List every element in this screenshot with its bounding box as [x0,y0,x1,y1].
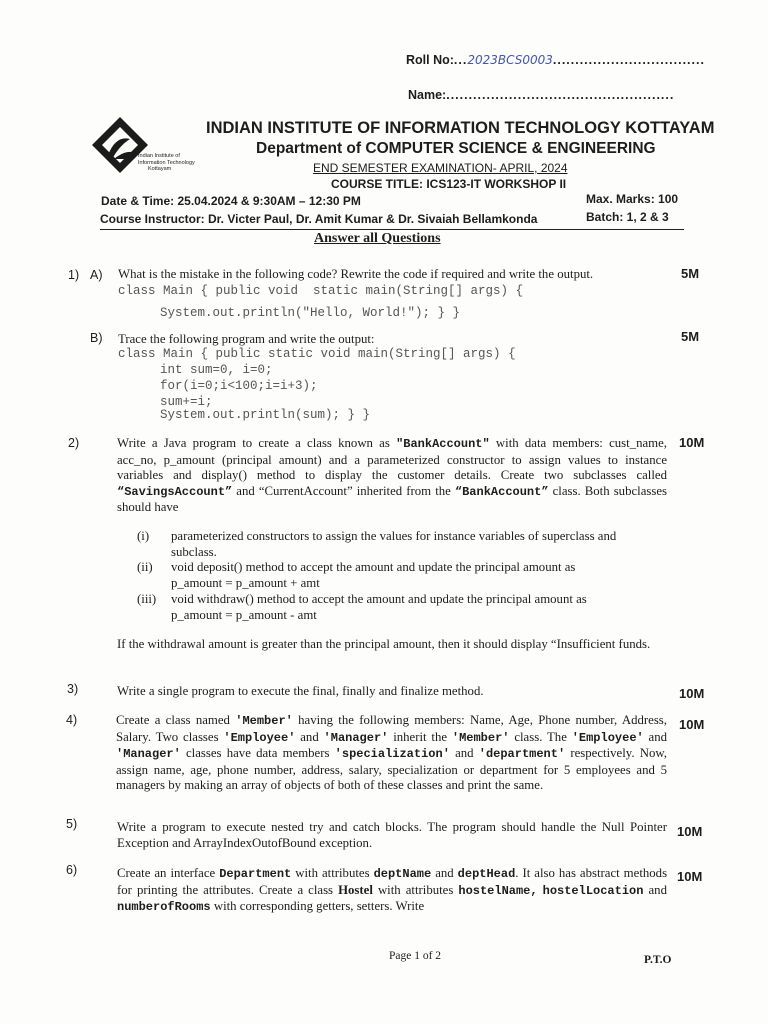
logo-text-line3: Kottayam [148,166,172,172]
name-label: Name: [408,88,447,102]
q5-text: Write a program to execute nested try and catch blocks. The program should handle the Null Pointer Exception and ArrayIndexOutofBound exception. [117,820,667,850]
q1b-text: Trace the following program and write the output: [118,332,375,346]
q3-marks: 10M [679,686,705,701]
q6-paragraph: Create an interface Department with attributes deptName and deptHead. It also has abstract methods for printing the attributes. Create a class Hostel with attributes hostelName, hostelLocation and numberofRooms with corresponding getters, setters. Write [117,866,668,914]
q6-marks: 10M [677,869,703,884]
q1b-code-line5: System.out.println(sum); } } [160,408,371,422]
q2-footer: If the withdrawal amount is greater than the principal amount, then it should display “Insufficient funds. [117,637,651,651]
q3-text: Write a single program to execute the final, finally and finalize method. [117,684,484,698]
logo-icon [90,115,200,185]
page-number: Page 1 of 2 [389,950,442,962]
q2-number: 2) [68,436,80,450]
q1a-code-line2: System.out.println("Hello, World!"); } } [160,306,461,320]
course-instructor: Course Instructor: Dr. Victer Paul, Dr. Amit Kumar & Dr. Sivaiah Bellamkonda [100,212,538,226]
logo-text-line2: Information Technology [138,159,195,166]
institute-name: INDIAN INSTITUTE OF INFORMATION TECHNOLOGY KOTTAYAM [206,119,715,137]
q1b-label: B) [90,331,103,345]
q1b-code-line4: sum+=i; [160,395,213,409]
q2-marks: 10M [679,435,705,450]
q2-paragraph: Write a Java program to create a class known as "BankAccount" with data members: cust_name, acc_no, p_amount (principal amount) and a parameterized constructor to assign values to instance variables and display() method to display the customer details. Create two subclasses called “SavingsAccount” and “CurrentAccount” inherited from the “BankAccount” class. Both subclasses should have [117,436,668,514]
logo-text-line1: Indian Institute of [138,153,180,159]
q4-marks: 10M [679,717,705,732]
department-name: Department of COMPUTER SCIENCE & ENGINEERING [256,140,656,157]
q2-item-3-num: (iii) [137,592,157,606]
pto: P.T.O [644,954,672,966]
q5-number: 5) [66,817,78,831]
q2-item-2-num: (ii) [137,560,153,574]
roll-no-label: Roll No: [406,53,454,67]
exam-title: END SEMESTER EXAMINATION- APRIL, 2024 [313,161,568,175]
batch: Batch: 1, 2 & 3 [586,210,669,224]
q2-item-3: void withdraw() method to accept the amount and update the principal amount as p_amount = p_amount - amt [171,592,587,622]
course-title: COURSE TITLE: ICS123-IT WORKSHOP II [331,177,567,191]
q1b-code-line3: for(i=0;i<100;i=i+3); [160,379,318,393]
q3-number: 3) [67,682,79,696]
q1b-code-line1: class Main { public static void main(String[] args) { [118,347,516,361]
header-divider [100,229,684,230]
max-marks: Max. Marks: 100 [586,192,679,206]
q2-item-1: parameterized constructors to assign the values for instance variables of superclass and subclass. [171,529,617,559]
roll-no-value: 2023BCS0003 [467,53,553,67]
q2-item-2: void deposit() method to accept the amount and update the principal amount as p_amount = p_amount + amt [171,560,576,590]
q6-number: 6) [66,863,78,877]
q4-paragraph: Create a class named 'Member' having the following members: Name, Age, Phone number, Address, Salary. Two classes 'Employee' and 'Manager' inherit the 'Member' class. The 'Employee' and 'Manager' classes have data members 'specialization' and 'department' respectively. Now, assign name, age, phone number, address, salary, specialization or department for 5 employees and 5 managers by making an array of objects of both of these classes and print the same. [116,713,668,792]
q2-item-1-num: (i) [137,529,150,543]
q1a-label: A) [90,268,103,282]
date-time: Date & Time: 25.04.2024 & 9:30AM – 12:30 PM [101,194,361,208]
q1a-marks: 5M [681,266,700,281]
q1b-code-line2: int sum=0, i=0; [160,363,273,377]
q4-number: 4) [66,713,78,727]
instruction-heading: Answer all Questions [314,231,441,246]
institute-logo [90,115,200,185]
q1b-marks: 5M [681,329,700,344]
q1a-text: What is the mistake in the following code? Rewrite the code if required and write the output. [118,267,594,281]
q1-number: 1) [68,268,80,282]
q1a-code-line1: class Main { public void static main(String[] args) { [118,284,524,298]
q5-marks: 10M [677,824,703,839]
